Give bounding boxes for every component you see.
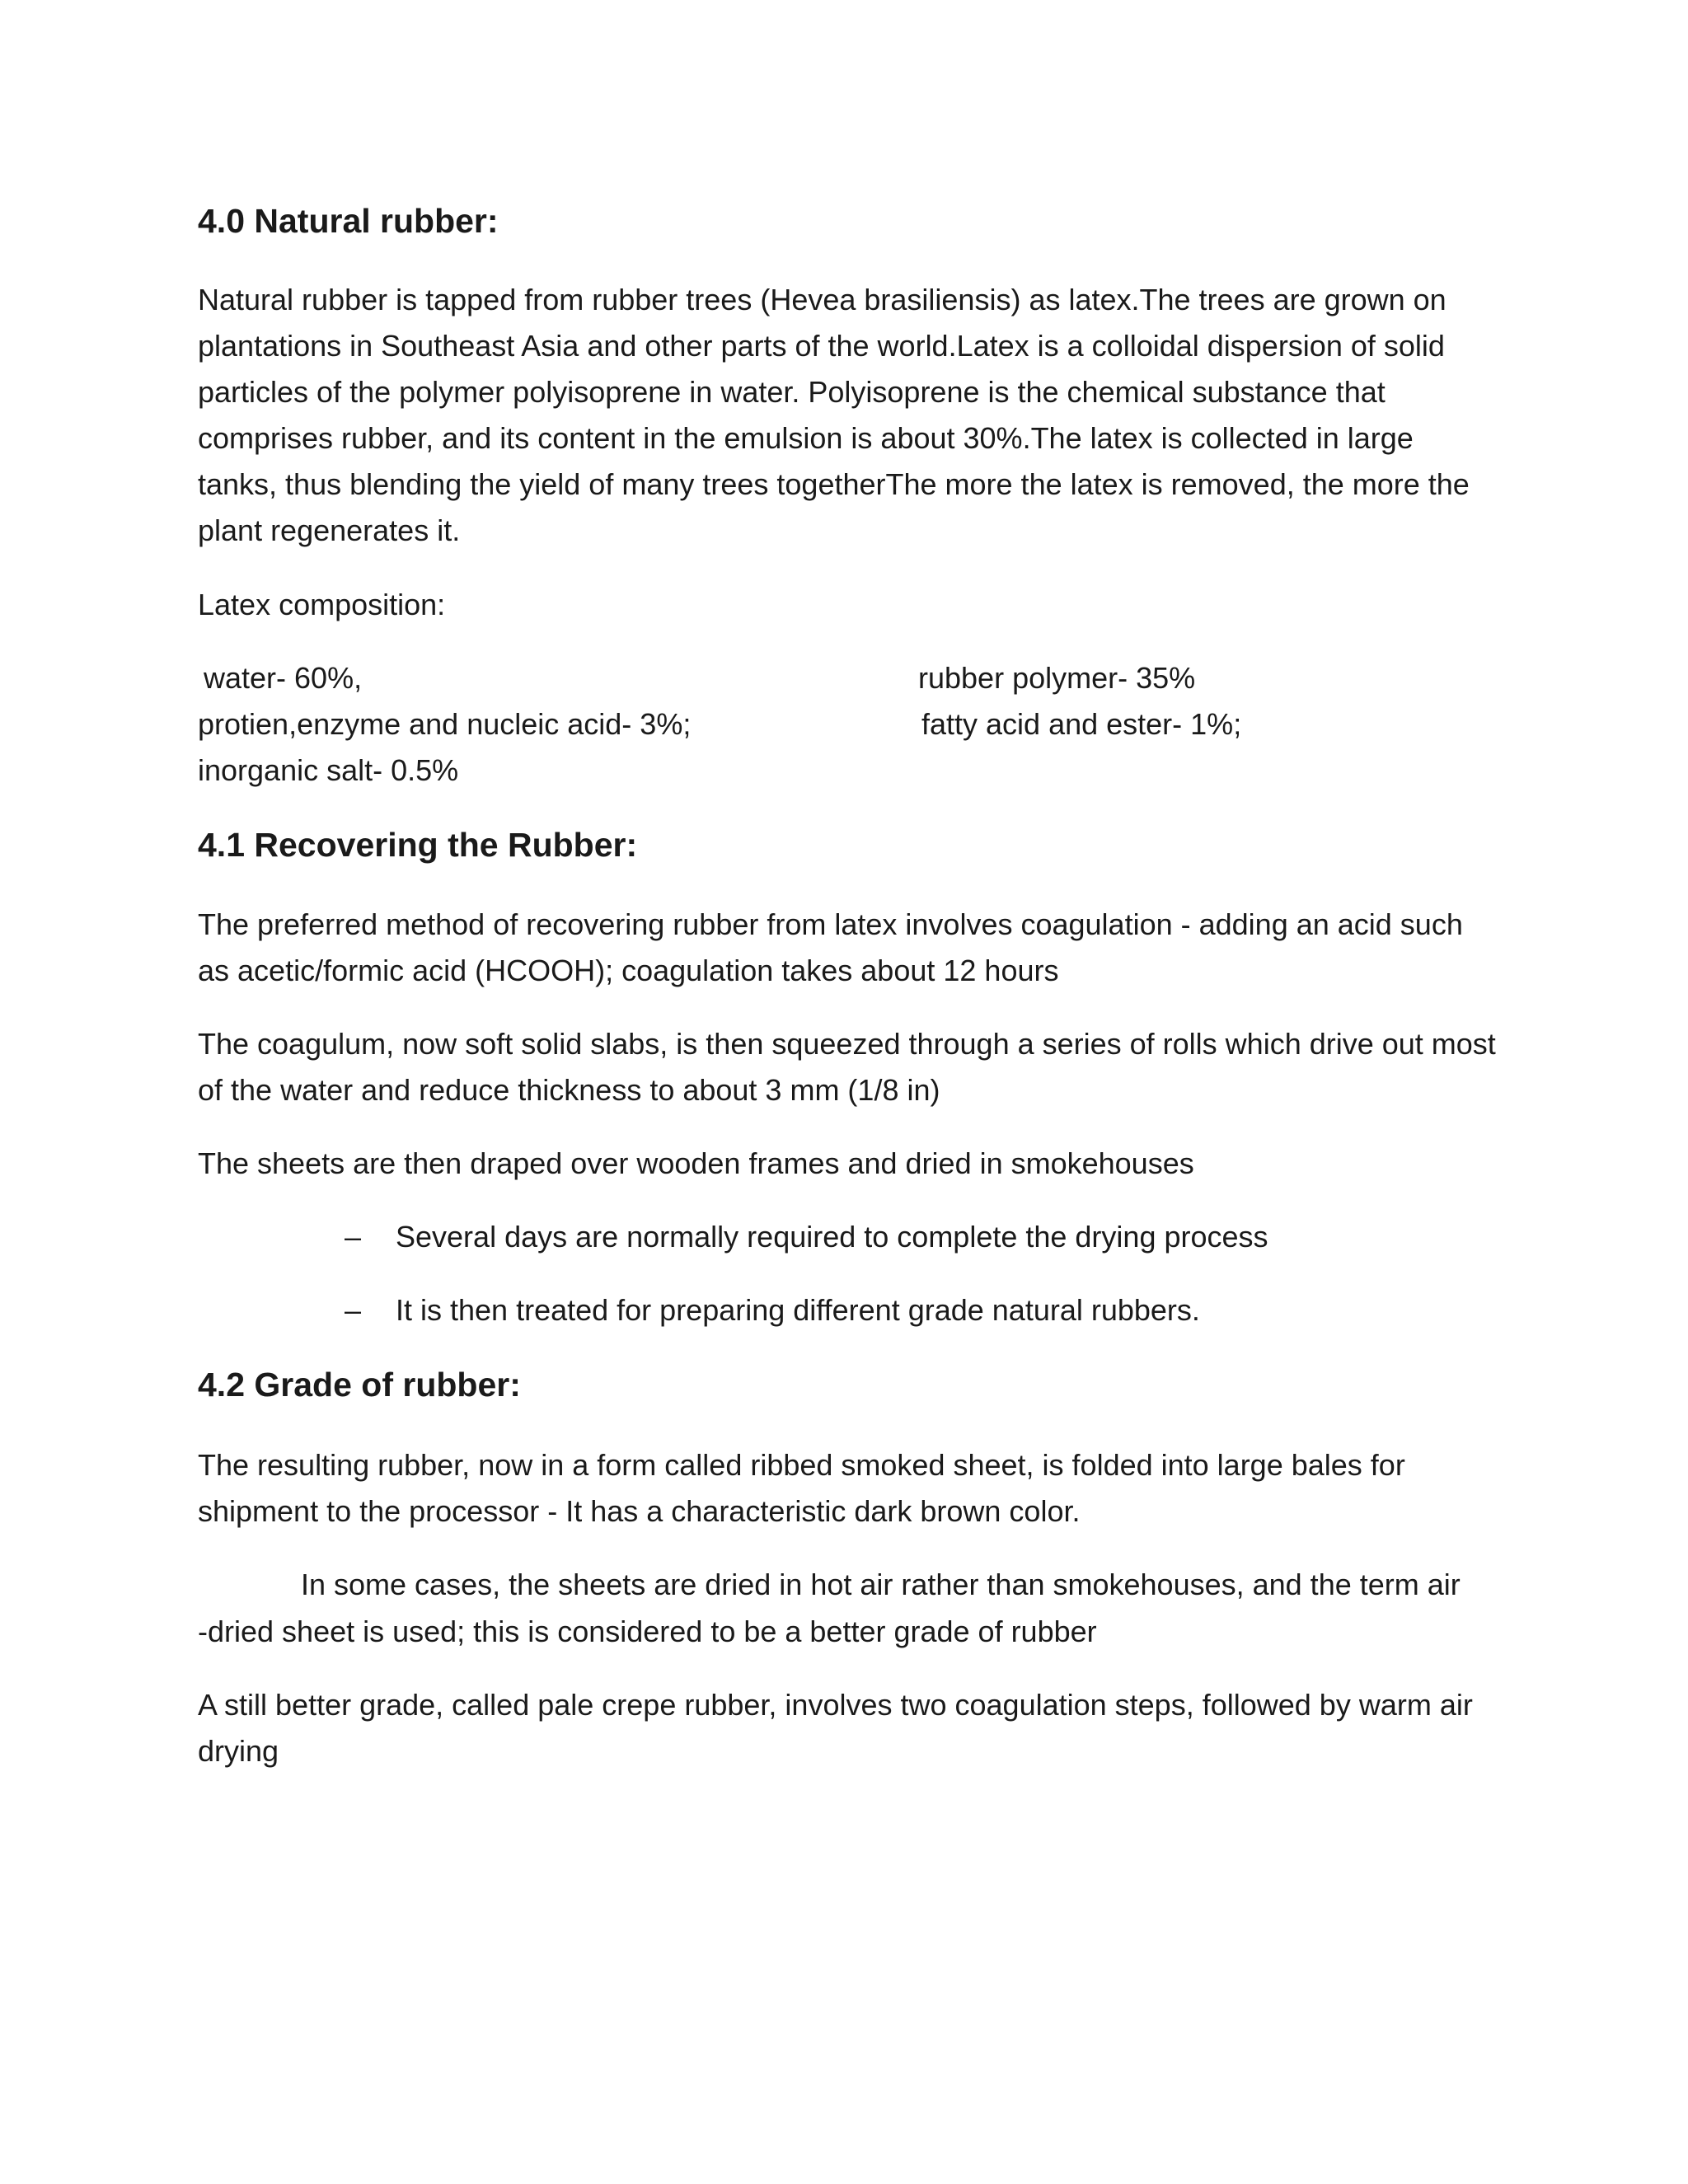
latex-composition-label: Latex composition: [198,588,446,621]
paragraph-pale-crepe: A still better grade, called pale crepe rubber, involves two coagulation steps, followed by warm air drying [198,1688,1473,1768]
paragraph-air-dried-line-2: -dried sheet is used; this is considered to be a better grade of rubber [198,1615,1097,1648]
composition-fatty-acid: fatty acid and ester- 1%; [921,707,1242,741]
section-heading-natural-rubber: 4.0 Natural rubber: [198,202,499,240]
paragraph-natural-rubber-intro: Natural rubber is tapped from rubber trees (Hevea brasiliensis) as latex.The trees are grown on plantations in Southeast Asia and other parts of the world.Latex is a colloidal dispersion of solid particles of the polymer polyisoprene in water. Polyisoprene is the chemical substance that comprises rubber, and its content in the emulsion is about 30%.The latex is collected in large tanks, thus blending the yield of many trees togetherThe more the latex is removed, the more the plant regenerates it. [198,283,1470,547]
composition-rubber-polymer: rubber polymer- 35% [918,661,1196,695]
section-heading-recovering-rubber: 4.1 Recovering the Rubber: [198,826,638,864]
paragraph-sheets-drying: The sheets are then draped over wooden frames and dried in smokehouses [198,1146,1194,1180]
composition-inorganic-salt: inorganic salt- 0.5% [198,753,459,787]
bullet-dash: – [345,1293,362,1327]
paragraph-coagulum: The coagulum, now soft solid slabs, is then squeezed through a series of rolls which drive out most of the water and reduce thickness to about 3 mm (1/8 in) [198,1027,1496,1107]
bullet-dash: – [345,1220,362,1254]
bullet-item-grade-treatment: It is then treated for preparing different grade natural rubbers. [396,1293,1200,1327]
composition-water: water- 60%, [204,661,363,695]
paragraph-coagulation: The preferred method of recovering rubber from latex involves coagulation - adding an acid such as acetic/formic acid (HCOOH); coagulation takes about 12 hours [198,907,1463,987]
paragraph-air-dried-line-1: In some cases, the sheets are dried in hot air rather than smokehouses, and the term air [301,1568,1461,1601]
section-heading-grade-of-rubber: 4.2 Grade of rubber: [198,1366,521,1404]
composition-protein: protien,enzyme and nucleic acid- 3%; [198,707,692,741]
paragraph-ribbed-smoked-sheet: The resulting rubber, now in a form called ribbed smoked sheet, is folded into large bales for shipment to the processor - It has a characteristic dark brown color. [198,1448,1405,1528]
bullet-item-drying-days: Several days are normally required to complete the drying process [396,1220,1268,1254]
